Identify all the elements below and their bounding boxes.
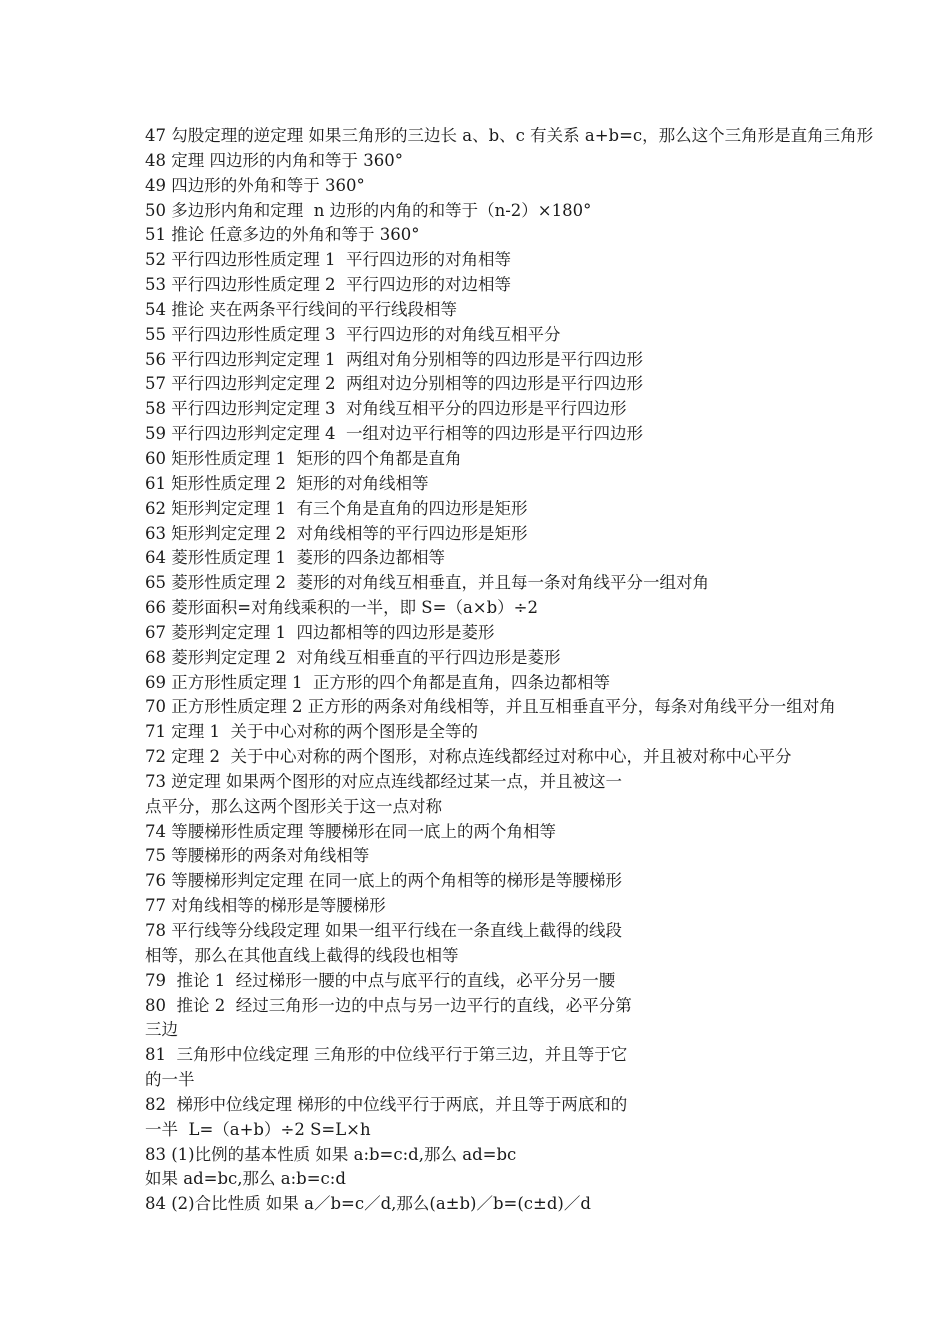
text-line: 83 (1)比例的基本性质 如果 a:b=c:d,那么 ad=bc	[145, 1144, 517, 1164]
text-line: 79 推论 1 经过梯形一腰的中点与底平行的直线，必平分另一腰	[145, 970, 616, 990]
text-line: 78 平行线等分线段定理 如果一组平行线在一条直线上截得的线段	[145, 921, 622, 940]
text-line: 60 矩形性质定理 1 矩形的四个角都是直角	[145, 448, 462, 468]
text-line: 67 菱形判定定理 1 四边都相等的四边形是菱形	[145, 622, 495, 642]
text-line: 点平分，那么这两个图形关于这一点对称	[145, 796, 442, 816]
text-line: 76 等腰梯形判定定理 在同一底上的两个角相等的梯形是等腰梯形	[145, 871, 622, 891]
text-line: 77 对角线相等的梯形是等腰梯形	[145, 896, 386, 916]
text-line: 三边	[145, 1020, 178, 1040]
text-line: 54 推论 夹在两条平行线间的平行线段相等	[145, 299, 457, 319]
text-line: 50 多边形内角和定理 n 边形的内角的和等于（n-2）×180°	[145, 200, 592, 220]
text-line: 52 平行四边形性质定理 1 平行四边形的对角相等	[145, 250, 511, 270]
text-line: 69 正方形性质定理 1 正方形的四个角都是直角，四条边都相等	[145, 672, 610, 692]
text-line: 61 矩形性质定理 2 矩形的对角线相等	[145, 473, 429, 493]
text-line: 70 正方形性质定理 2 正方形的两条对角线相等，并且互相垂直平分，每条对角线平分一组对角	[145, 697, 836, 717]
text-line: 68 菱形判定定理 2 对角线互相垂直的平行四边形是菱形	[145, 647, 561, 667]
text-line: 48 定理 四边形的内角和等于 360°	[145, 150, 403, 170]
text-line: 一半 L=（a+b）÷2 S=L×h	[145, 1119, 371, 1139]
text-line: 51 推论 任意多边的外角和等于 360°	[145, 225, 420, 245]
text-line: 56 平行四边形判定定理 1 两组对角分别相等的四边形是平行四边形	[145, 349, 643, 369]
text-line: 71 定理 1 关于中心对称的两个图形是全等的	[145, 722, 478, 742]
text-line: 73 逆定理 如果两个图形的对应点连线都经过某一点，并且被这一	[145, 771, 622, 791]
theorem-list	[145, 124, 950, 1217]
text-line: 相等，那么在其他直线上截得的线段也相等	[145, 945, 459, 965]
text-line: 的一半	[145, 1070, 195, 1090]
text-line: 53 平行四边形性质定理 2 平行四边形的对边相等	[145, 275, 511, 295]
text-line: 66 菱形面积=对角线乘积的一半，即 S=（a×b）÷2	[145, 598, 538, 618]
text-line: 74 等腰梯形性质定理 等腰梯形在同一底上的两个角相等	[145, 821, 556, 841]
text-line: 81 三角形中位线定理 三角形的中位线平行于第三边，并且等于它	[145, 1045, 628, 1065]
text-line: 84 (2)合比性质 如果 a／b=c／d,那么(a±b)／b=(c±d)／d	[145, 1194, 591, 1214]
text-line: 如果 ad=bc,那么 a:b=c:d	[145, 1169, 346, 1189]
text-line: 65 菱形性质定理 2 菱形的对角线互相垂直，并且每一条对角线平分一组对角	[145, 573, 709, 593]
text-line: 58 平行四边形判定定理 3 对角线互相平分的四边形是平行四边形	[145, 399, 627, 419]
text-line: 59 平行四边形判定定理 4 一组对边平行相等的四边形是平行四边形	[145, 424, 643, 444]
text-line: 82 梯形中位线定理 梯形的中位线平行于两底，并且等于两底和的	[145, 1094, 628, 1114]
text-line: 57 平行四边形判定定理 2 两组对边分别相等的四边形是平行四边形	[145, 374, 643, 394]
text-line: 55 平行四边形性质定理 3 平行四边形的对角线互相平分	[145, 324, 561, 344]
text-line: 62 矩形判定定理 1 有三个角是直角的四边形是矩形	[145, 498, 528, 518]
text-line: 49 四边形的外角和等于 360°	[145, 175, 365, 195]
text-line: 80 推论 2 经过三角形一边的中点与另一边平行的直线，必平分第	[145, 995, 632, 1015]
text-line: 64 菱形性质定理 1 菱形的四条边都相等	[145, 548, 445, 568]
text-line: 72 定理 2 关于中心对称的两个图形，对称点连线都经过对称中心，并且被对称中心平分	[145, 747, 792, 767]
text-line: 47 勾股定理的逆定理 如果三角形的三边长 a、b、c 有关系 a+b=c，那么这个三角形是直角三角形	[145, 126, 874, 145]
text-line: 75 等腰梯形的两条对角线相等	[145, 846, 370, 866]
text-line: 63 矩形判定定理 2 对角线相等的平行四边形是矩形	[145, 523, 528, 543]
